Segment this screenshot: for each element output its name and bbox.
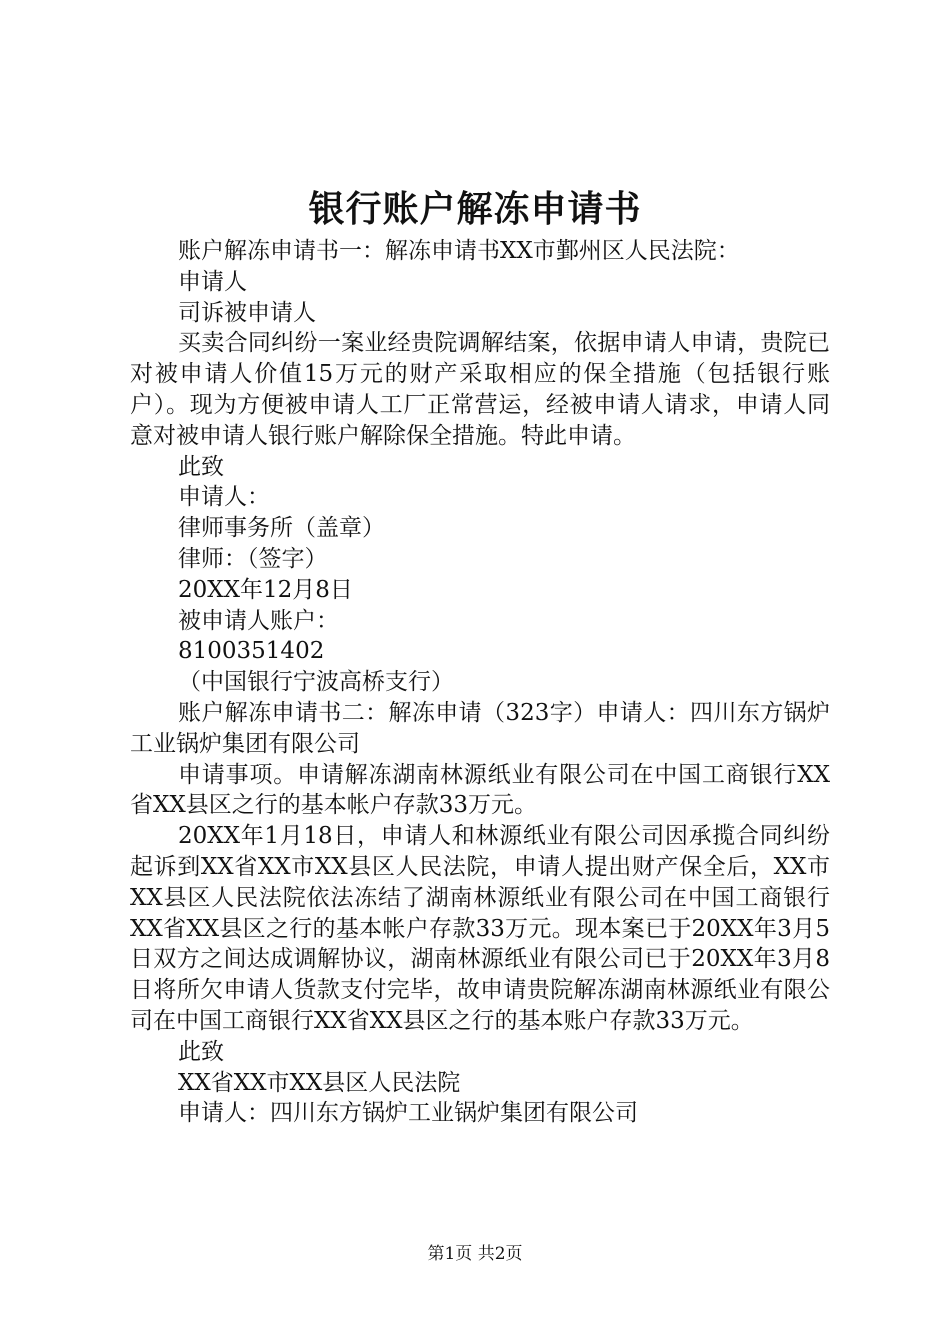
- paragraph-bank-branch: （中国银行宁波高桥支行）: [178, 669, 454, 696]
- document-body: [130, 236, 830, 1129]
- page-number: 第1页 共2页: [427, 1244, 523, 1264]
- paragraph-case-body: 买卖合同纠纷一案业经贵院调解结案，依据申请人申请，贵院已对被申请人价值15万元的财产采取相应的保全措施（包括银行账户）。现为方便被申请人工厂正常营运，经被申请人请求，申请人同意对被申请人银行账户解除保全措施。特此申请。: [130, 330, 830, 449]
- paragraph-applicant-company: 申请人：四川东方锅炉工业锅炉集团有限公司: [178, 1100, 638, 1127]
- paragraph-account-label: 被申请人账户：: [178, 607, 339, 634]
- paragraph-respondent: 司诉被申请人: [178, 299, 316, 326]
- paragraph-court: XX省XX市XX县区人民法院: [178, 1069, 461, 1096]
- paragraph-lawyer: 律师：（签字）: [178, 545, 328, 572]
- paragraph-heading-two: 账户解冻申请书二：解冻申请（323字）申请人：四川东方锅炉工业锅炉集团有限公司: [130, 699, 830, 757]
- paragraph-applicant: 申请人: [178, 268, 247, 295]
- paragraph-heading-one: 账户解冻申请书一：解冻申请书XX市鄞州区人民法院：: [178, 238, 740, 264]
- paragraph-request-item: 申请事项。申请解冻湖南林源纸业有限公司在中国工商银行XX省XX县区之行的基本帐户存款33万元。: [130, 761, 830, 819]
- paragraph-salutation: 此致: [178, 453, 224, 480]
- document-title: 银行账户解冻申请书: [308, 188, 642, 230]
- paragraph-facts: 20XX年1月18日，申请人和林源纸业有限公司因承揽合同纠纷起诉到XX省XX市XX县区人民法院，申请人提出财产保全后，XX市XX县区人民法院依法冻结了湖南林源纸业有限公司在中国工商银行XX省XX县区之行的基本帐户存款33万元。现本案已于20XX年3月5日双方之间达成调解协议，湖南林源纸业有限公司已于20XX年3月8日将所欠申请人货款支付完毕，故申请贵院解冻湖南林源纸业有限公司在中国工商银行XX省XX县区之行的基本账户存款33万元。: [130, 823, 830, 1034]
- paragraph-salutation-two: 此致: [178, 1038, 224, 1065]
- paragraph-account-number: 8100351402: [178, 638, 325, 665]
- paragraph-law-firm: 律师事务所（盖章）: [178, 515, 385, 542]
- paragraph-date: 20XX年12月8日: [178, 576, 353, 603]
- paragraph-applicant-sign: 申请人：: [178, 484, 270, 511]
